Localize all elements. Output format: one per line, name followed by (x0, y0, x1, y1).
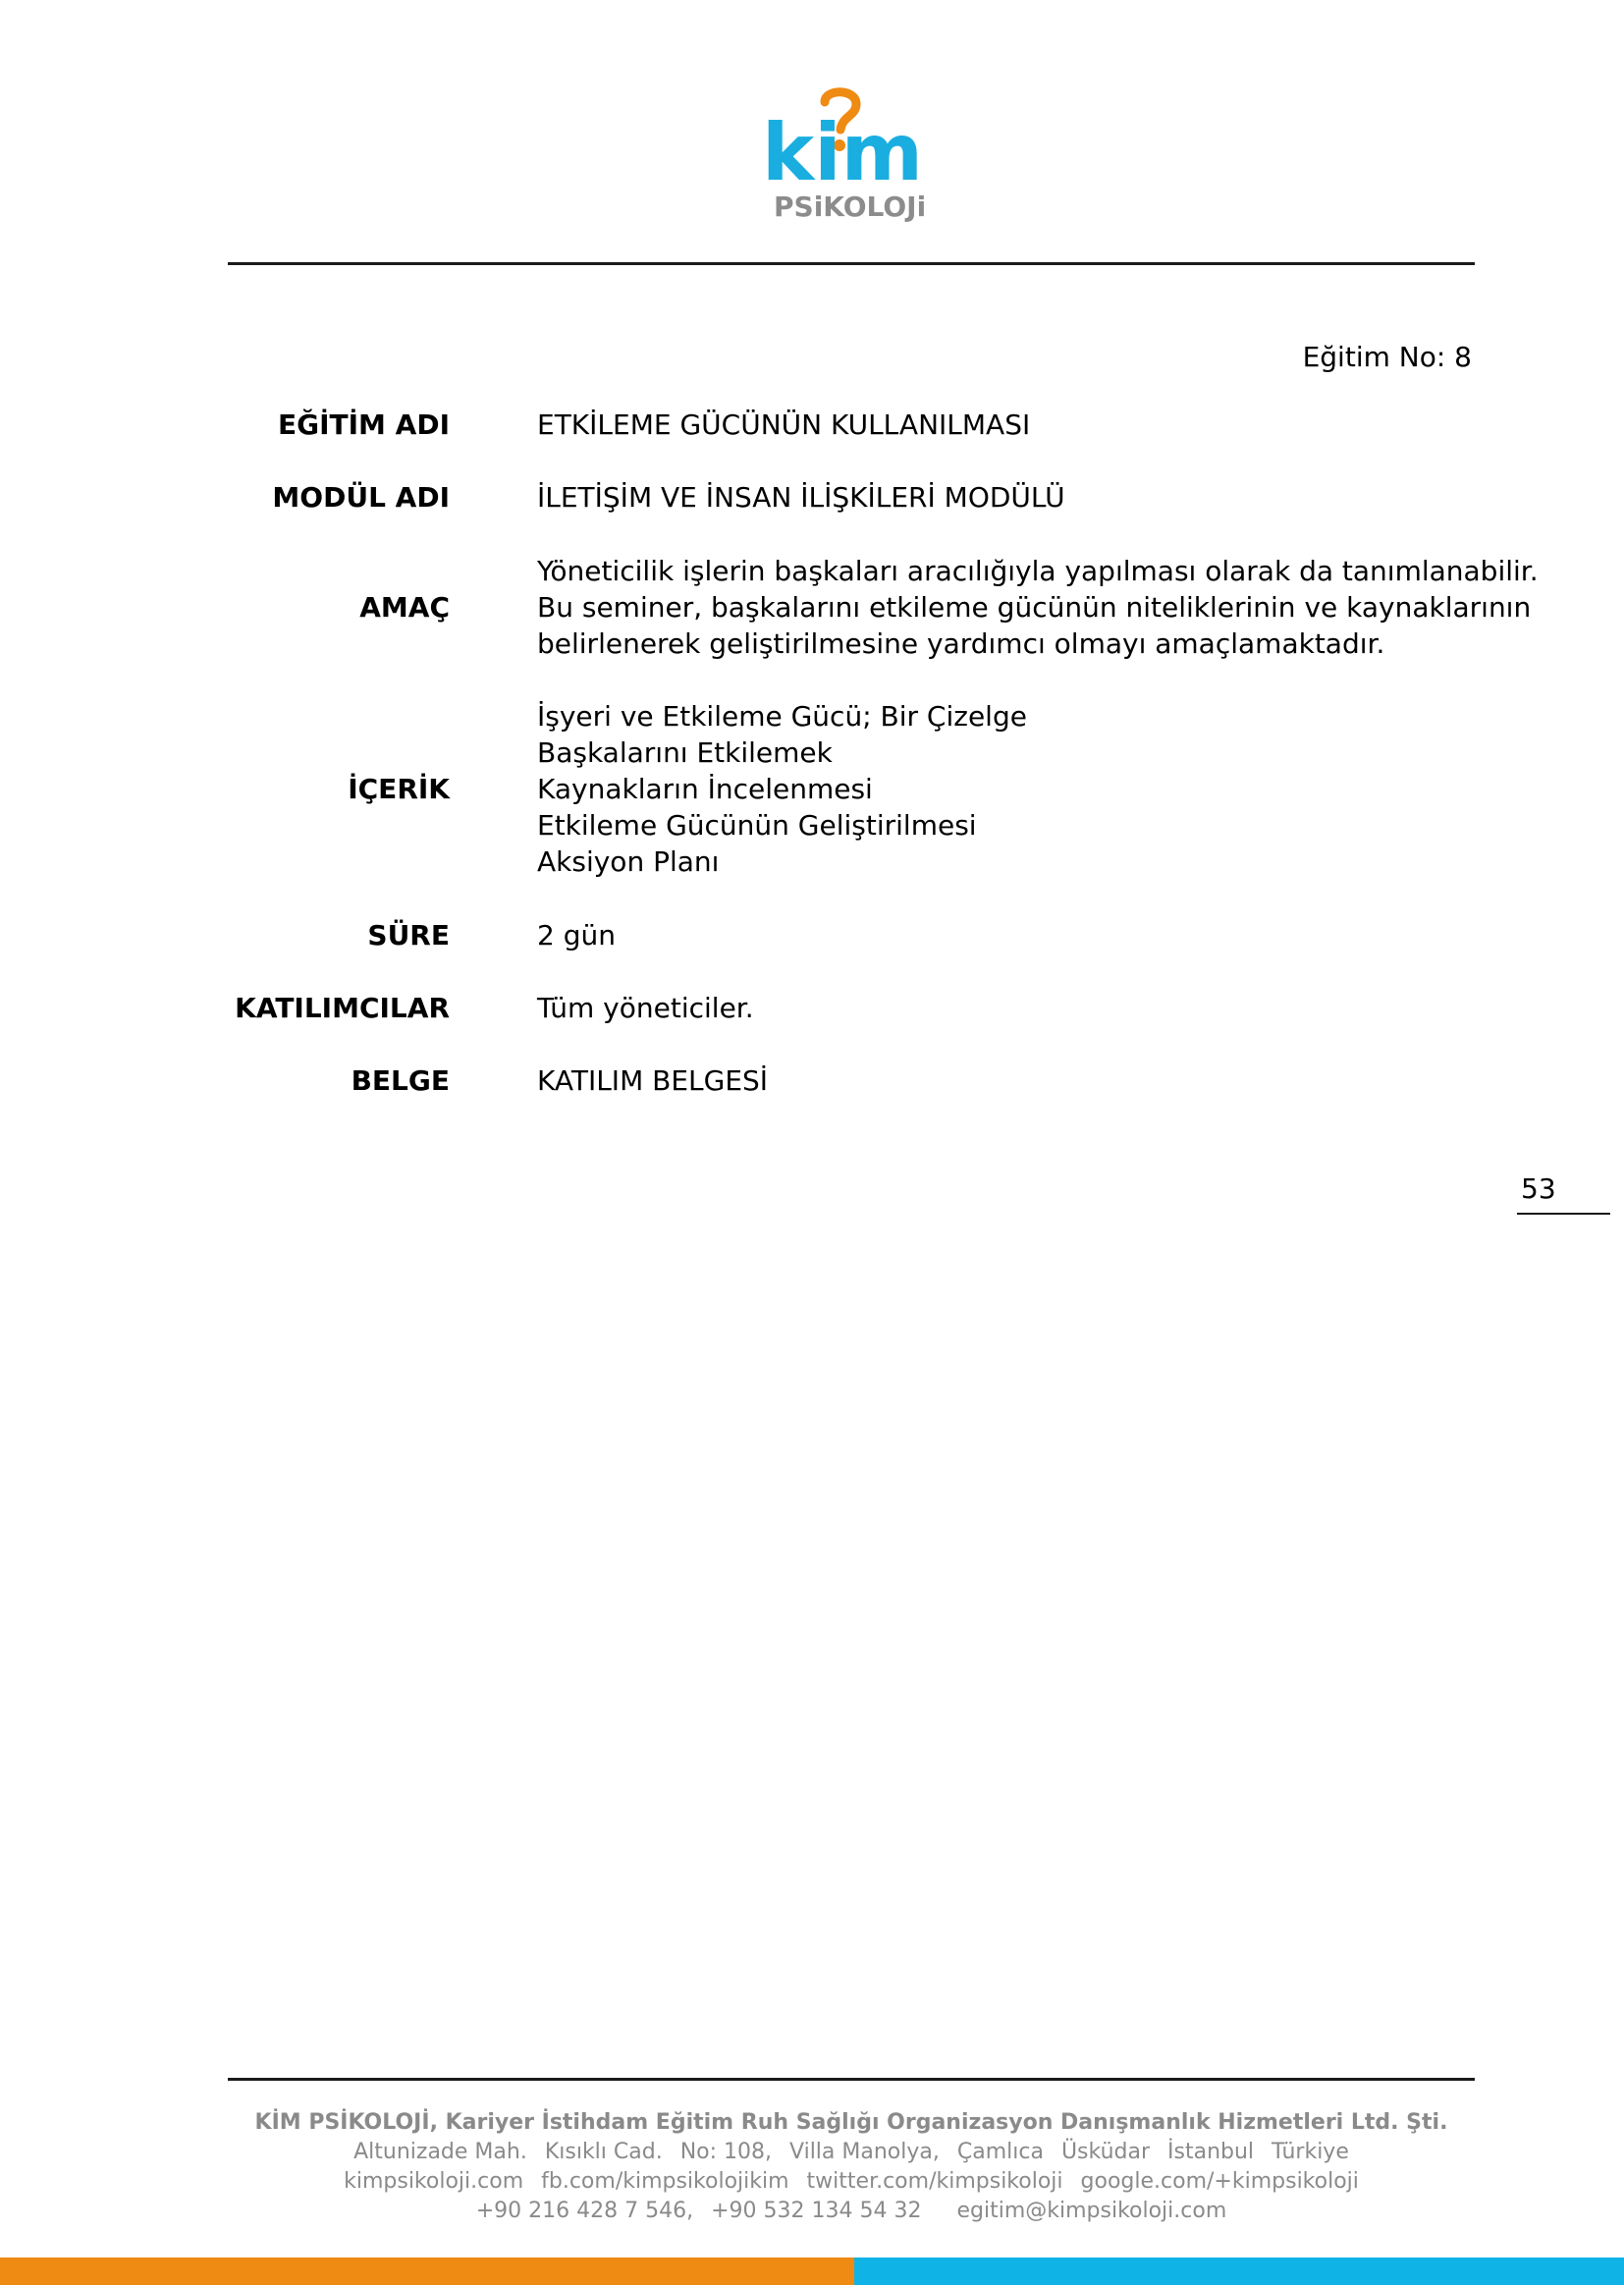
footer-address-part: Altunizade Mah. (353, 2140, 527, 2164)
footer-facebook-link[interactable]: fb.com/kimpsikolojikim (541, 2169, 789, 2194)
icerik-line: Kaynakların İncelenmesi (537, 773, 873, 805)
footer-address-line (228, 2138, 1475, 2167)
amac-value (537, 553, 1539, 662)
footer-company-desc: , Kariyer İstihdam Eğitim Ruh Sağlığı Organizasyon Danışmanlık Hizmetleri Ltd. Şti. (429, 2110, 1448, 2135)
footer-address-part: No: 108, (679, 2140, 773, 2164)
footer-address-part: Türkiye (1272, 2140, 1349, 2164)
egitim-adi-value: ETKİLEME GÜCÜNÜN KULLANILMASI (537, 408, 1031, 441)
footer-company-line (228, 2108, 1475, 2138)
amac-line: belirlenerek geliştirilmesine yardımcı olmayı amaçlamaktadır. (537, 627, 1385, 660)
icerik-line: Başkalarını Etkilemek (537, 736, 833, 769)
icerik-line: İşyeri ve Etkileme Gücü; Bir Çizelge (537, 700, 1027, 733)
footer-contact-line (228, 2197, 1475, 2226)
footer (228, 2108, 1475, 2226)
kim-psikoloji-logo (762, 86, 939, 224)
katilimcilar-value: Tüm yöneticiler. (537, 992, 754, 1024)
modul-adi-label: MODÜL ADI (272, 481, 450, 514)
icerik-label: İÇERİK (348, 773, 450, 805)
footer-google-link[interactable]: google.com/+kimpsikoloji (1080, 2169, 1359, 2194)
footer-address-part: İstanbul (1167, 2140, 1255, 2164)
footer-website-link[interactable]: kimpsikoloji.com (344, 2169, 524, 2194)
bottom-bar-orange (0, 2258, 854, 2285)
modul-adi-value: İLETİŞİM VE İNSAN İLİŞKİLERİ MODÜLÜ (537, 481, 1065, 514)
footer-company-name: KİM PSİKOLOJİ (254, 2110, 430, 2135)
icerik-line: Aksiyon Planı (537, 845, 720, 878)
sure-label: SÜRE (367, 919, 450, 952)
footer-mobile: +90 532 134 54 32 (711, 2199, 922, 2223)
egitim-adi-label: EĞİTİM ADI (278, 408, 450, 441)
logo-sub-text: PSiKOLOJi (774, 190, 927, 223)
amac-line: Bu seminer, başkalarını etkileme gücünün niteliklerinin ve kaynaklarının (537, 591, 1532, 624)
footer-address-part: Üsküdar (1060, 2140, 1151, 2164)
amac-line: Yöneticilik işlerin başkaları aracılığıyla yapılması olarak da tanımlanabilir. (537, 555, 1539, 587)
footer-address-part: Villa Manolya, (789, 2140, 940, 2164)
belge-label: BELGE (351, 1064, 450, 1097)
footer-phone: +90 216 428 7 546, (475, 2199, 694, 2223)
logo-graphic (762, 86, 939, 224)
logo-main-text: kim (762, 107, 923, 198)
footer-address-part: Kısıklı Cad. (544, 2140, 663, 2164)
icerik-line: Etkileme Gücünün Geliştirilmesi (537, 809, 977, 842)
page-number: 53 (1521, 1172, 1556, 1205)
bottom-bar-blue (854, 2258, 1624, 2285)
egitim-number: Eğitim No: 8 (1302, 341, 1472, 373)
footer-address-part: Çamlıca (956, 2140, 1044, 2164)
belge-value: KATILIM BELGESİ (537, 1064, 769, 1097)
icerik-value (537, 698, 1480, 880)
footer-divider (228, 2078, 1475, 2081)
footer-twitter-link[interactable]: twitter.com/kimpsikoloji (806, 2169, 1063, 2194)
footer-email-link[interactable]: egitim@kimpsikoloji.com (956, 2199, 1227, 2223)
page-number-underline (1517, 1213, 1610, 1215)
katilimcilar-label: KATILIMCILAR (235, 992, 450, 1024)
header-divider (228, 262, 1475, 265)
amac-label: AMAÇ (359, 591, 450, 624)
sure-value: 2 gün (537, 919, 616, 952)
footer-web-line (228, 2167, 1475, 2197)
